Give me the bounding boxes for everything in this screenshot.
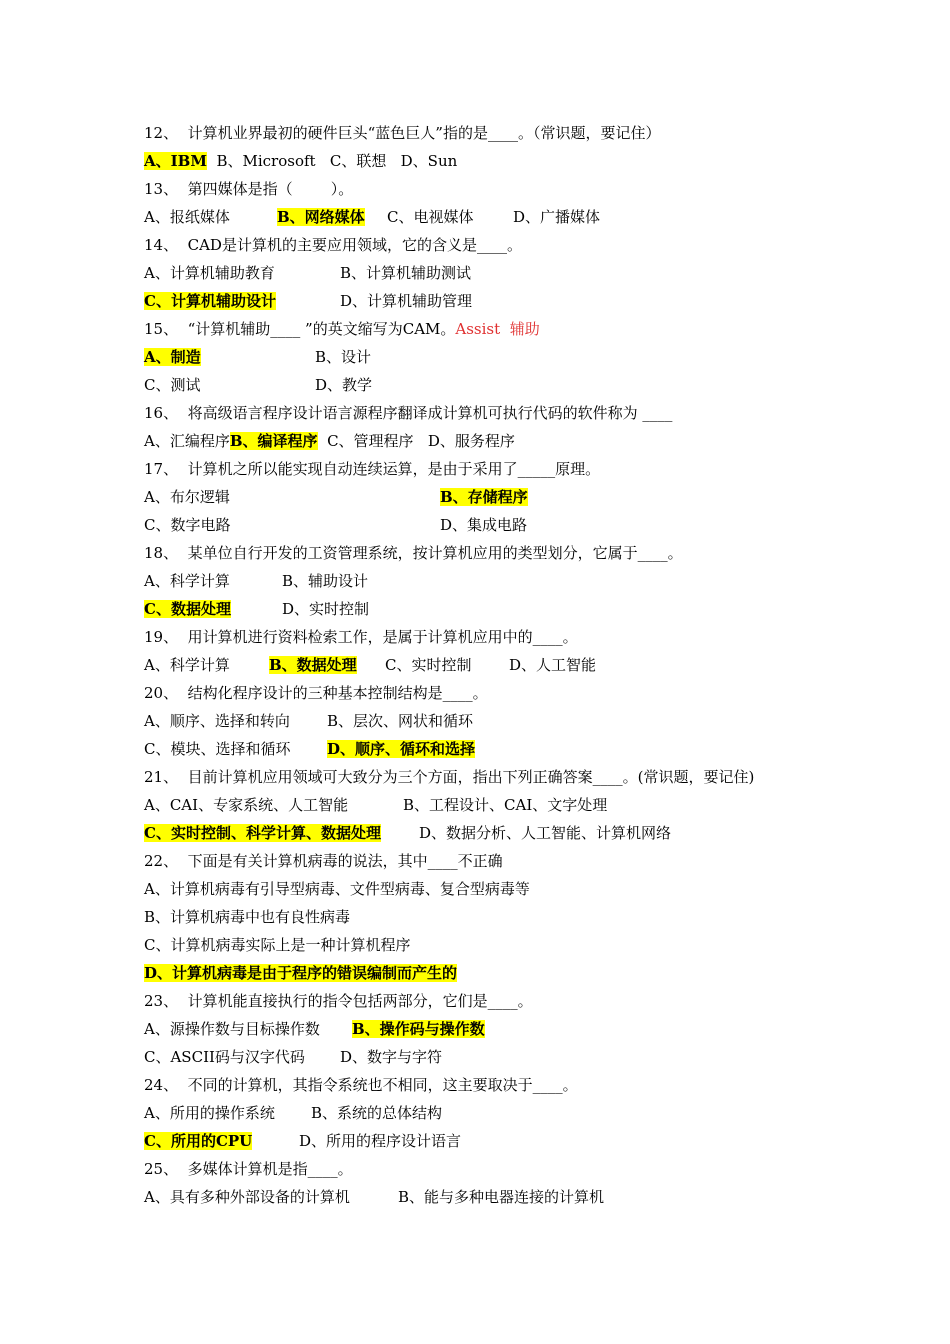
option-a: A、科学计算 [144, 572, 230, 590]
question-18-stem: 18、 某单位自行开发的工资管理系统，按计算机应用的类型划分，它属于____。 [144, 544, 683, 562]
option-c: C、测试 [144, 376, 201, 394]
question-21-stem: 21、 目前计算机应用领域可大致分为三个方面，指出下列正确答案____。(常识题，要记住) [144, 768, 755, 786]
answer-highlight: B、编译程序 [229, 432, 318, 450]
question-15-stem: 15、 “计算机辅助____ ”的英文缩写为CAM。Assist 辅助 [144, 320, 540, 338]
question-14-stem: 14、 CAD是计算机的主要应用领域，它的含义是____。 [144, 236, 522, 254]
option-a: A、报纸媒体 [144, 208, 230, 226]
question-16-options [144, 427, 515, 455]
question-19-stem: 19、 用计算机进行资料检索工作，是属于计算机应用中的____。 [144, 628, 578, 646]
question-16-stem: 16、 将高级语言程序设计语言源程序翻译成计算机可执行代码的软件称为 ____ [144, 404, 673, 422]
answer-highlight: D、计算机病毒是由于程序的错误编制而产生的 [144, 964, 458, 982]
option-c: C、电视媒体 [387, 208, 474, 226]
option-a: A、顺序、选择和转向 [144, 712, 290, 730]
option-b: B、设计 [315, 348, 372, 366]
question-22-option-c: C、计算机病毒实际上是一种计算机程序 [144, 936, 411, 954]
question-21-options-row1 [144, 791, 607, 819]
option-d: D、实时控制 [282, 600, 370, 618]
option-a: A、所用的操作系统 [144, 1104, 275, 1122]
option-a: A、计算机辅助教育 [144, 264, 275, 282]
question-24-options-row2 [144, 1127, 461, 1155]
option-d: D、教学 [315, 376, 373, 394]
option-c [144, 595, 282, 623]
option-b: B、系统的总体结构 [311, 1104, 443, 1122]
option-d: D、数字与字符 [340, 1048, 443, 1066]
option-b: B、计算机辅助测试 [340, 264, 472, 282]
question-23-options-row1 [144, 1015, 485, 1043]
option-a: A、CAI、专家系统、人工智能 [144, 796, 349, 814]
option-c: C、实时控制 [385, 656, 472, 674]
option-b: B、工程设计、CAI、文字处理 [403, 796, 608, 814]
option-a: A、源操作数与目标操作数 [144, 1020, 320, 1038]
answer-highlight: B、数据处理 [269, 656, 357, 674]
question-24-stem: 24、 不同的计算机，其指令系统也不相同，这主要取决于____。 [144, 1076, 578, 1094]
option-c [144, 1127, 299, 1155]
option-a [144, 343, 315, 371]
question-20-options-row2 [144, 735, 475, 763]
option-a: A、科学计算 [144, 656, 230, 674]
option-text: C、管理程序 D、服务程序 [317, 432, 515, 450]
question-20-options-row1 [144, 707, 473, 735]
answer-highlight: C、实时控制、科学计算、数据处理 [144, 824, 381, 842]
option-c [144, 287, 340, 315]
option-b [352, 1015, 485, 1043]
answer-highlight: C、计算机辅助设计 [144, 292, 276, 310]
question-25-stem: 25、 多媒体计算机是指____。 [144, 1160, 353, 1178]
handwritten-note: Assist 辅助 [455, 320, 540, 338]
answer-highlight: B、网络媒体 [277, 208, 365, 226]
question-15-options-row2 [144, 371, 372, 399]
option-b: B、层次、网状和循环 [327, 712, 474, 730]
question-17-options-row1 [144, 483, 528, 511]
option-text: B、Microsoft C、联想 D、Sun [206, 152, 458, 170]
question-22-option-d [144, 959, 457, 987]
option-a: A、具有多种外部设备的计算机 [144, 1188, 350, 1206]
option-b [277, 203, 387, 231]
question-23-stem: 23、 计算机能直接执行的指令包括两部分，它们是____。 [144, 992, 533, 1010]
question-23-options-row2 [144, 1043, 442, 1071]
answer-highlight: D、顺序、循环和选择 [327, 740, 476, 758]
option-c [144, 819, 419, 847]
question-12-stem: 12、 计算机业界最初的硬件巨头“蓝色巨人”指的是____。（常识题，要记住） [144, 124, 661, 142]
answer-highlight: C、所用的CPU [144, 1132, 253, 1150]
question-18-options-row2 [144, 595, 369, 623]
option-c: C、ASCII码与汉字代码 [144, 1048, 305, 1066]
answer-highlight: A、制造 [144, 348, 201, 366]
option-d: D、广播媒体 [513, 208, 601, 226]
question-14-options-row2 [144, 287, 472, 315]
question-22-option-b: B、计算机病毒中也有良性病毒 [144, 908, 351, 926]
question-24-options-row1 [144, 1099, 442, 1127]
option-b [440, 483, 528, 511]
question-15-options-row1 [144, 343, 371, 371]
option-d [327, 735, 475, 763]
option-d: D、所用的程序设计语言 [299, 1132, 462, 1150]
question-17-options-row2 [144, 511, 527, 539]
question-19-options [144, 651, 596, 679]
option-d: D、计算机辅助管理 [340, 292, 473, 310]
question-21-options-row2 [144, 819, 671, 847]
answer-highlight: B、存储程序 [440, 488, 528, 506]
answer-highlight: C、数据处理 [144, 600, 231, 618]
option-a: A、布尔逻辑 [144, 488, 230, 506]
question-17-stem: 17、 计算机之所以能实现自动连续运算，是由于采用了_____原理。 [144, 460, 601, 478]
option-a: A、汇编程序 [144, 432, 230, 450]
option-c: C、数字电路 [144, 516, 231, 534]
option-d: D、集成电路 [440, 516, 528, 534]
option-c: C、模块、选择和循环 [144, 740, 291, 758]
question-13-stem: 13、 第四媒体是指（ ）。 [144, 180, 354, 198]
option-d: D、人工智能 [509, 656, 597, 674]
option-b: B、辅助设计 [282, 572, 369, 590]
question-20-stem: 20、 结构化程序设计的三种基本控制结构是____。 [144, 684, 488, 702]
question-25-options [144, 1183, 604, 1211]
question-13-options [144, 203, 600, 231]
question-14-options-row1 [144, 259, 471, 287]
question-22-stem: 22、 下面是有关计算机病毒的说法，其中____不正确 [144, 852, 503, 870]
option-d: D、数据分析、人工智能、计算机网络 [419, 824, 672, 842]
option-b: B、能与多种电器连接的计算机 [398, 1188, 605, 1206]
question-22-option-a: A、计算机病毒有引导型病毒、文件型病毒、复合型病毒等 [144, 880, 530, 898]
question-18-options-row1 [144, 567, 368, 595]
answer-highlight: A、IBM [144, 152, 207, 170]
option-b [269, 651, 385, 679]
question-12-options [144, 147, 457, 175]
answer-highlight: B、操作码与操作数 [352, 1020, 485, 1038]
